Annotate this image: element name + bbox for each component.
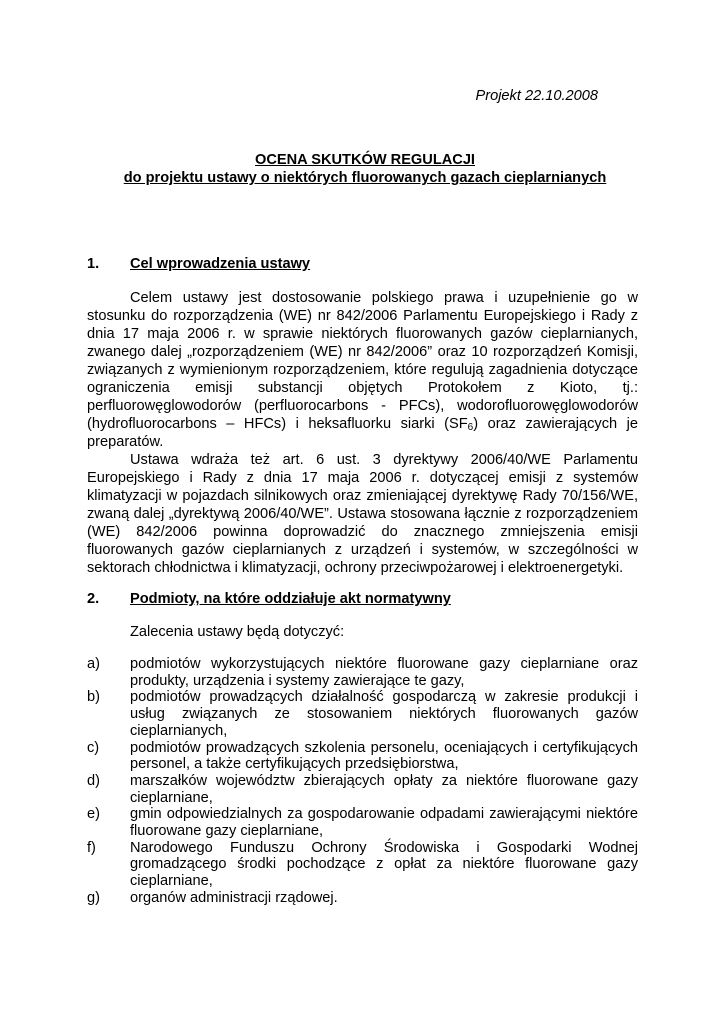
list-item: a) podmiotów wykorzystujących niektóre fluorowane gazy cieplarniane oraz produkty, urządzenia i systemy zawierające te gazy, bbox=[87, 656, 638, 689]
list-item: b) podmiotów prowadzących działalność gospodarczą w zakresie produkcji i usług związanych ze stosowaniem niektórych fluorowanych gazów cieplarnianych, bbox=[87, 689, 638, 739]
section-2-intro: Zalecenia ustawy będą dotyczyć: bbox=[130, 624, 345, 640]
list-item: g) organów administracji rządowej. bbox=[87, 889, 338, 906]
list-item: c) podmiotów prowadzących szkolenia personelu, oceniających i certyfikujących personel, a także certyfikujących przedsiębiorstwa, bbox=[87, 739, 638, 773]
title-line-1: OCENA SKUTKÓW REGULACJI bbox=[255, 152, 475, 168]
section-2-heading bbox=[87, 591, 451, 607]
sf6-subscript: 6 bbox=[467, 422, 474, 433]
list-item: e) gmin odpowiedzialnych za gospodarowanie odpadami zawierającymi niektóre fluorowane gazy cieplarniane, bbox=[87, 806, 638, 840]
section-1-paragraph-1: Celem ustawy jest dostosowanie polskiego prawa i uzupełnienie go w stosunku do rozporządzenia (WE) nr 842/2006 Parlamentu Europejskiego i Rady z dnia 17 maja 2006 r. w sprawie niektórych fluorowanych gazów cieplarnianych, zwanego dalej „rozporządzeniem (WE) nr 842/2006” oraz 10 rozporządzeń Komisji, związanych z wymienionym rozporządzeniem, które regulują zagadnienia dotyczące ograniczenia emisji substancji objętych Protokołem z Kioto, tj.: perfluorowęglowodorów (perfluorocarbons - PFCs), wodorofluorowęglowodorów (hydrofluorocarbons – HFCs) i heksafluorku siarki $(SF_6)$ oraz zawierających je preparatów. bbox=[87, 290, 638, 450]
section-2-title: Podmioty, na które oddziałuje akt normatywny bbox=[130, 591, 451, 607]
section-1-body bbox=[87, 289, 638, 577]
section-1-title: Cel wprowadzenia ustawy bbox=[130, 256, 311, 272]
section-1-number: 1. bbox=[87, 256, 100, 272]
section-2-number: 2. bbox=[87, 591, 100, 607]
addressee-list bbox=[87, 656, 638, 907]
section-1-paragraph-2: Ustawa wdraża też art. 6 ust. 3 dyrektywy 2006/40/WE Parlamentu Europejskiego i Rady z dnia 17 maja 2006 r. dotyczącej emisji z systemów klimatyzacji w pojazdach silnikowych oraz zmieniającej dyrektywę Rady 70/156/WE, zwaną dalej „dyrektywą 2006/40/WE”. Ustawa stosowana łącznie z rozporządzeniem (WE) 842/2006 powinna doprowadzić do znacznego zmniejszenia emisji fluorowanych gazów cieplarnianych z urządzeń i systemów, w szczególności w sektorach chłodnictwa i klimatyzacji, ochrony przeciwpożarowej i elektroenergetyki. bbox=[87, 452, 638, 576]
title-line-2: do projektu ustawy o niektórych fluorowanych gazach cieplarnianych bbox=[123, 170, 607, 186]
section-1-heading bbox=[87, 256, 310, 272]
list-item: d) marszałków województw zbierających opłaty za niektóre fluorowane gazy cieplarniane, bbox=[87, 772, 638, 806]
list-item: f) Narodowego Funduszu Ochrony Środowiska i Gospodarki Wodnej gromadzącego środki pochodzące z opłat za niektóre fluorowane gazy cieplarniane, bbox=[87, 839, 638, 890]
document-title bbox=[60, 151, 670, 187]
project-date: Projekt 22.10.2008 bbox=[475, 88, 598, 104]
